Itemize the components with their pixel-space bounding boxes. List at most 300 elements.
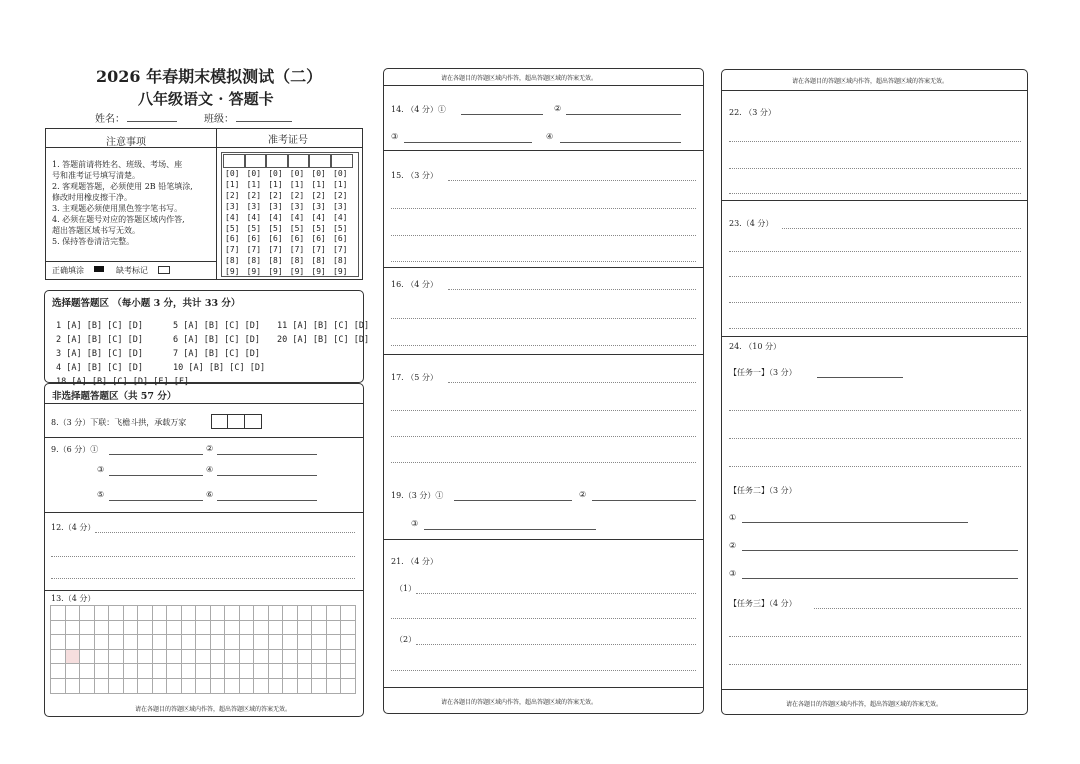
grid-cell[interactable] [124, 621, 139, 636]
choice-row[interactable]: 4 [A] [B] [C] [D] [56, 363, 143, 373]
grid-cell[interactable] [211, 635, 226, 650]
q23-line[interactable] [729, 302, 1021, 303]
q15-line[interactable] [391, 208, 696, 209]
exam-id-bubble[interactable]: [5] [225, 223, 240, 233]
grid-cell[interactable] [167, 635, 182, 650]
q12-label: 12.（4 分） [51, 523, 96, 532]
exam-id-bubble[interactable]: [1] [225, 179, 240, 189]
exam-id-column[interactable] [268, 169, 282, 278]
exam-id-bubble[interactable]: [9] [289, 267, 305, 277]
grid-cell[interactable] [327, 650, 342, 665]
task1-line[interactable] [729, 466, 1021, 467]
class-label: 班级： [204, 114, 234, 125]
exam-id-bubble[interactable]: [7] [333, 245, 348, 255]
grid-cell[interactable] [312, 650, 327, 665]
grid-cell[interactable] [240, 621, 255, 636]
notice-item: 超出答题区域书写无效。 [52, 226, 140, 235]
q19-blank-2[interactable] [592, 500, 696, 501]
grid-cell[interactable] [153, 606, 168, 621]
grid-cell[interactable] [51, 635, 66, 650]
grid-cell[interactable] [66, 650, 81, 665]
grid-cell[interactable] [225, 650, 240, 665]
grid-cell[interactable] [138, 650, 153, 665]
q22-line[interactable] [729, 141, 1021, 142]
exam-id-bubble[interactable]: [6] [225, 234, 240, 244]
q17-line[interactable] [391, 462, 696, 463]
choice-row[interactable]: 10 [A] [B] [C] [D] [173, 363, 266, 373]
exam-id-bubble[interactable]: [4] [289, 212, 305, 222]
exam-id-bubble[interactable]: [4] [333, 212, 348, 222]
grid-cell[interactable] [95, 621, 110, 636]
q16-line[interactable] [391, 345, 696, 346]
grid-cell[interactable] [153, 635, 168, 650]
exam-id-bubble[interactable]: [2] [289, 190, 305, 200]
grid-cell[interactable] [211, 606, 226, 621]
q15-line[interactable] [448, 180, 696, 181]
grid-cell[interactable] [167, 621, 182, 636]
grid-cell[interactable] [240, 650, 255, 665]
exam-id-bubble[interactable]: [7] [246, 245, 262, 255]
q15-line[interactable] [391, 261, 696, 262]
grid-cell[interactable] [327, 679, 342, 694]
middle-panel [383, 68, 704, 714]
q21-part: （1） [395, 584, 417, 593]
grid-cell[interactable] [269, 621, 284, 636]
grid-cell[interactable] [51, 664, 66, 679]
exam-id-bubble[interactable]: [4] [246, 212, 262, 222]
class-field[interactable] [236, 121, 292, 122]
exam-id-column[interactable] [311, 169, 325, 278]
q16-line[interactable] [448, 289, 696, 290]
grid-cell[interactable] [225, 635, 240, 650]
exam-id-bubble[interactable]: [9] [268, 267, 283, 277]
exam-id-bubble[interactable]: [8] [246, 256, 262, 266]
exam-id-bubble[interactable]: [0] [289, 169, 305, 178]
task2-blank-2[interactable] [742, 550, 1018, 551]
exam-id-bubble[interactable]: [9] [333, 267, 348, 277]
grid-cell[interactable] [254, 664, 269, 679]
grid-cell[interactable] [138, 664, 153, 679]
q9-mark: ⑥ [206, 490, 214, 499]
grid-cell[interactable] [240, 606, 255, 621]
grid-cell[interactable] [269, 635, 284, 650]
grid-cell[interactable] [95, 679, 110, 694]
q19-blank-1[interactable] [454, 500, 572, 501]
grid-cell[interactable] [167, 606, 182, 621]
grid-cell[interactable] [211, 679, 226, 694]
grid-cell[interactable] [225, 621, 240, 636]
q24-label: 24. （10 分） [729, 342, 781, 351]
notice-item: 修改时用橡皮擦干净。 [52, 193, 132, 202]
task2-label: 【任务二】（3 分） [729, 486, 797, 495]
sheet-title: 2026 年春期末模拟测试（二） [96, 67, 323, 86]
grid-cell[interactable] [80, 664, 95, 679]
notice-item: 号和准考证号填写清楚。 [52, 171, 140, 180]
exam-id-boxes[interactable] [223, 154, 353, 168]
q22-line[interactable] [729, 193, 1021, 194]
choice-row[interactable]: 3 [A] [B] [C] [D] [56, 349, 143, 359]
exam-id-bubble[interactable]: [6] [311, 234, 326, 244]
q14-blank-3[interactable] [404, 142, 532, 143]
choice-row[interactable]: 20 [A] [B] [C] [D] [277, 335, 370, 345]
grid-cell[interactable] [138, 606, 153, 621]
q23-label: 23.（4 分） [729, 219, 774, 228]
exam-id-bubble[interactable]: [0] [246, 169, 262, 178]
grid-cell[interactable] [124, 650, 139, 665]
exam-id-bubble[interactable]: [7] [268, 245, 283, 255]
q9-blank-3[interactable] [109, 475, 203, 476]
right-panel [721, 69, 1028, 715]
grid-cell[interactable] [254, 621, 269, 636]
exam-id-bubble[interactable]: [2] [333, 190, 348, 200]
q12-line[interactable] [51, 578, 355, 579]
exam-id-bubble[interactable]: [6] [268, 234, 283, 244]
grid-cell[interactable] [109, 606, 124, 621]
exam-id-bubble[interactable]: [4] [268, 212, 283, 222]
grid-cell[interactable] [182, 679, 197, 694]
grid-cell[interactable] [80, 606, 95, 621]
exam-id-bubble[interactable]: [4] [225, 212, 240, 222]
correct-fill-sample [94, 266, 104, 272]
grid-cell[interactable] [66, 606, 81, 621]
q14-mark: ② [554, 104, 562, 113]
grid-cell[interactable] [109, 621, 124, 636]
exam-id-bubble[interactable]: [2] [311, 190, 326, 200]
task2-blank-1[interactable] [742, 522, 968, 523]
q23-line[interactable] [729, 276, 1021, 277]
grid-cell[interactable] [211, 621, 226, 636]
grid-cell[interactable] [182, 635, 197, 650]
exam-id-bubble[interactable]: [3] [225, 201, 240, 211]
grid-cell[interactable] [182, 650, 197, 665]
grid-cell[interactable] [312, 635, 327, 650]
exam-id-bubble[interactable]: [6] [246, 234, 262, 244]
absent-mark-box[interactable] [158, 266, 170, 274]
grid-cell[interactable] [95, 664, 110, 679]
exam-id-bubble[interactable]: [0] [225, 169, 240, 178]
task1-line[interactable] [729, 410, 1021, 411]
q17-line[interactable] [391, 436, 696, 437]
grid-cell[interactable] [298, 650, 313, 665]
q15-line[interactable] [391, 235, 696, 236]
choice-row[interactable]: 2 [A] [B] [C] [D] [56, 335, 143, 345]
grid-cell[interactable] [167, 679, 182, 694]
q9-blank-2[interactable] [217, 454, 317, 455]
grid-cell[interactable] [124, 606, 139, 621]
exam-id-bubble[interactable]: [6] [289, 234, 305, 244]
exam-id-bubble[interactable]: [4] [311, 212, 326, 222]
grid-cell[interactable] [196, 679, 211, 694]
exam-id-bubble[interactable]: [6] [333, 234, 348, 244]
grid-cell[interactable] [138, 621, 153, 636]
grid-cell[interactable] [124, 635, 139, 650]
q9-blank-1[interactable] [109, 454, 203, 455]
grid-cell[interactable] [254, 679, 269, 694]
grid-cell[interactable] [269, 650, 284, 665]
grid-cell[interactable] [283, 635, 298, 650]
exam-id-title: 准考证号 [268, 135, 308, 146]
grid-cell[interactable] [66, 664, 81, 679]
q23-line[interactable] [729, 251, 1021, 252]
grid-cell[interactable] [51, 679, 66, 694]
grid-cell[interactable] [283, 621, 298, 636]
grid-cell[interactable] [341, 606, 356, 621]
exam-id-bubble[interactable]: [1] [246, 179, 262, 189]
exam-id-bubble[interactable]: [2] [268, 190, 283, 200]
grid-cell[interactable] [312, 606, 327, 621]
grid-cell[interactable] [80, 635, 95, 650]
exam-id-bubble[interactable]: [3] [246, 201, 262, 211]
grid-cell[interactable] [196, 650, 211, 665]
exam-id-bubble[interactable]: [1] [268, 179, 283, 189]
grid-cell[interactable] [341, 621, 356, 636]
exam-id-bubble[interactable]: [8] [268, 256, 283, 266]
info-block [45, 128, 363, 280]
q21-line[interactable] [416, 593, 696, 594]
q21-label: 21. （4 分） [391, 557, 438, 566]
q9-blank-5[interactable] [109, 500, 203, 501]
q17-line[interactable] [391, 410, 696, 411]
grid-cell[interactable] [153, 621, 168, 636]
task2-mark: ① [729, 513, 737, 522]
grid-cell[interactable] [109, 664, 124, 679]
footer-note: 请在各题目的答题区域内作答，超出答题区域的答案无效。 [441, 699, 598, 706]
exam-id-column[interactable] [247, 169, 261, 278]
exam-id-bubble[interactable]: [7] [311, 245, 326, 255]
grid-cell[interactable] [269, 664, 284, 679]
grid-cell[interactable] [240, 635, 255, 650]
q21-line[interactable] [391, 670, 696, 671]
header-note: 请在各题目的答题区域内作答，超出答题区域的答案无效。 [792, 78, 949, 85]
exam-id-bubble[interactable]: [2] [246, 190, 262, 200]
grid-cell[interactable] [196, 621, 211, 636]
grid-cell[interactable] [66, 621, 81, 636]
exam-id-column[interactable] [333, 169, 347, 278]
grid-cell[interactable] [225, 664, 240, 679]
exam-id-bubble[interactable]: [1] [289, 179, 305, 189]
grid-cell[interactable] [167, 664, 182, 679]
grid-cell[interactable] [51, 606, 66, 621]
grid-cell[interactable] [51, 621, 66, 636]
q22-line[interactable] [729, 168, 1021, 169]
exam-id-bubble[interactable]: [2] [225, 190, 240, 200]
task3-label: 【任务三】（4 分） [729, 599, 797, 608]
grid-cell[interactable] [66, 679, 81, 694]
q15-label: 15. （3 分） [391, 171, 438, 180]
task2-mark: ③ [729, 569, 737, 578]
exam-id-bubble[interactable]: [3] [333, 201, 348, 211]
q16-line[interactable] [391, 318, 696, 319]
exam-id-bubble[interactable]: [1] [311, 179, 326, 189]
notice-item: 2. 客观题答题，必须使用 2B 铅笔填涂, [52, 182, 193, 191]
grid-cell[interactable] [269, 679, 284, 694]
exam-id-bubble[interactable]: [7] [225, 245, 240, 255]
name-label: 姓名： [95, 114, 125, 125]
grid-cell[interactable] [254, 650, 269, 665]
q19-mark: ③ [411, 519, 419, 528]
grid-cell[interactable] [138, 679, 153, 694]
exam-id-bubble[interactable]: [1] [333, 179, 348, 189]
grid-cell[interactable] [196, 664, 211, 679]
exam-id-bubble[interactable]: [8] [225, 256, 240, 266]
grid-cell[interactable] [153, 679, 168, 694]
grid-cell[interactable] [80, 650, 95, 665]
exam-id-column[interactable] [290, 169, 304, 278]
task3-line[interactable] [729, 664, 1021, 665]
grid-cell[interactable] [182, 606, 197, 621]
sheet-subtitle: 八年级语文 · 答题卡 [138, 90, 274, 108]
q14-mark: ④ [546, 132, 554, 141]
q12-line[interactable] [51, 556, 355, 557]
exam-id-bubble[interactable]: [0] [268, 169, 283, 178]
grid-cell[interactable] [225, 606, 240, 621]
grid-cell[interactable] [211, 664, 226, 679]
grid-cell[interactable] [225, 679, 240, 694]
q16-label: 16. （4 分） [391, 280, 438, 289]
grid-cell[interactable] [182, 664, 197, 679]
grid-cell[interactable] [341, 635, 356, 650]
grid-cell[interactable] [298, 664, 313, 679]
task2-blank-3[interactable] [742, 578, 1018, 579]
grid-cell[interactable] [66, 635, 81, 650]
nonchoice-title: 非选择题答题区（共 57 分） [52, 391, 177, 402]
task3-line[interactable] [814, 608, 1021, 609]
q14-label: 14. （4 分）① [391, 105, 446, 114]
q19-mark: ② [579, 490, 587, 499]
q21-line[interactable] [391, 618, 696, 619]
name-field[interactable] [127, 121, 177, 122]
choice-row[interactable]: 18 [A] [B] [C] [D] [E] [F] [56, 377, 190, 387]
exam-id-bubble[interactable]: [8] [311, 256, 326, 266]
grid-cell[interactable] [312, 621, 327, 636]
choice-row[interactable]: 5 [A] [B] [C] [D] [173, 321, 260, 331]
q17-line[interactable] [448, 382, 696, 383]
grid-cell[interactable] [312, 679, 327, 694]
grid-cell[interactable] [196, 606, 211, 621]
exam-id-bubble[interactable]: [8] [289, 256, 305, 266]
exam-id-bubble[interactable]: [5] [268, 223, 283, 233]
q14-blank-1[interactable] [461, 114, 543, 115]
q23-line[interactable] [729, 328, 1021, 329]
grid-cell[interactable] [327, 635, 342, 650]
notice-item: 4. 必须在题号对应的答题区域内作答, [52, 215, 185, 224]
grid-cell[interactable] [153, 650, 168, 665]
grid-cell[interactable] [182, 621, 197, 636]
exam-id-bubble[interactable]: [0] [333, 169, 348, 178]
grid-cell[interactable] [283, 650, 298, 665]
grid-cell[interactable] [298, 606, 313, 621]
exam-id-bubble[interactable]: [5] [333, 223, 348, 233]
grid-cell[interactable] [341, 679, 356, 694]
grid-cell[interactable] [312, 664, 327, 679]
grid-cell[interactable] [95, 635, 110, 650]
grid-cell[interactable] [341, 664, 356, 679]
exam-id-column[interactable] [225, 169, 239, 278]
exam-id-bubble[interactable]: [5] [311, 223, 326, 233]
exam-id-bubble[interactable]: [3] [289, 201, 305, 211]
q14-blank-2[interactable] [566, 114, 681, 115]
exam-id-bubble[interactable]: [0] [311, 169, 326, 178]
q8-boxes[interactable] [211, 414, 262, 429]
notice-title: 注意事项 [106, 137, 146, 148]
q23-line[interactable] [782, 228, 1021, 229]
grid-cell[interactable] [138, 635, 153, 650]
exam-id-bubble[interactable]: [5] [289, 223, 305, 233]
exam-id-bubble[interactable]: [8] [333, 256, 348, 266]
grid-cell[interactable] [283, 606, 298, 621]
q9-mark: ④ [206, 465, 214, 474]
grid-cell[interactable] [95, 606, 110, 621]
q21-line[interactable] [416, 644, 696, 645]
grid-cell[interactable] [51, 650, 66, 665]
grid-cell[interactable] [167, 650, 182, 665]
grid-cell[interactable] [153, 664, 168, 679]
exam-id-bubble[interactable]: [3] [268, 201, 283, 211]
grid-cell[interactable] [254, 606, 269, 621]
exam-id-bubble[interactable]: [9] [246, 267, 262, 277]
notice-list [52, 159, 193, 247]
grid-cell[interactable] [283, 664, 298, 679]
grid-cell[interactable] [240, 664, 255, 679]
grid-cell[interactable] [80, 679, 95, 694]
grid-cell[interactable] [254, 635, 269, 650]
grid-cell[interactable] [327, 664, 342, 679]
task1-label: 【任务一】（3 分） [729, 368, 797, 377]
grid-cell[interactable] [109, 650, 124, 665]
grid-cell[interactable] [327, 621, 342, 636]
choice-row[interactable]: 11 [A] [B] [C] [D] [277, 321, 370, 331]
grid-cell[interactable] [196, 635, 211, 650]
exam-id-bubble[interactable]: [7] [289, 245, 305, 255]
q13-writing-grid[interactable] [50, 605, 356, 694]
task1-line[interactable] [729, 438, 1021, 439]
grid-cell[interactable] [124, 679, 139, 694]
grid-cell[interactable] [124, 664, 139, 679]
grid-cell[interactable] [298, 679, 313, 694]
grid-cell[interactable] [327, 606, 342, 621]
task3-line[interactable] [729, 636, 1021, 637]
choice-row[interactable]: 6 [A] [B] [C] [D] [173, 335, 260, 345]
choice-row[interactable]: 1 [A] [B] [C] [D] [56, 321, 143, 331]
grid-cell[interactable] [80, 621, 95, 636]
choice-section [44, 290, 370, 387]
q8-label: 8.（3 分）下联：飞檐斗拱，承载万家 [51, 418, 187, 427]
task1-blank[interactable] [817, 377, 903, 378]
grid-cell[interactable] [298, 635, 313, 650]
q9-blank-6[interactable] [217, 500, 317, 501]
q19-label: 19.（3 分）① [391, 491, 444, 500]
grid-cell[interactable] [283, 679, 298, 694]
grid-cell[interactable] [269, 606, 284, 621]
q9-blank-4[interactable] [217, 475, 317, 476]
q14-blank-4[interactable] [560, 142, 681, 143]
exam-id-bubble[interactable]: [9] [225, 267, 240, 277]
grid-cell[interactable] [298, 621, 313, 636]
q12-line[interactable] [95, 532, 355, 533]
grid-cell[interactable] [109, 635, 124, 650]
q22-label: 22. （3 分） [729, 108, 776, 117]
exam-id-bubble[interactable]: [9] [311, 267, 326, 277]
grid-cell[interactable] [95, 650, 110, 665]
grid-cell[interactable] [109, 679, 124, 694]
exam-id-bubble[interactable]: [3] [311, 201, 326, 211]
q19-blank-3[interactable] [424, 529, 596, 530]
choice-row[interactable]: 7 [A] [B] [C] [D] [173, 349, 260, 359]
grid-cell[interactable] [211, 650, 226, 665]
exam-id-bubble[interactable]: [5] [246, 223, 262, 233]
grid-cell[interactable] [240, 679, 255, 694]
grid-cell[interactable] [341, 650, 356, 665]
